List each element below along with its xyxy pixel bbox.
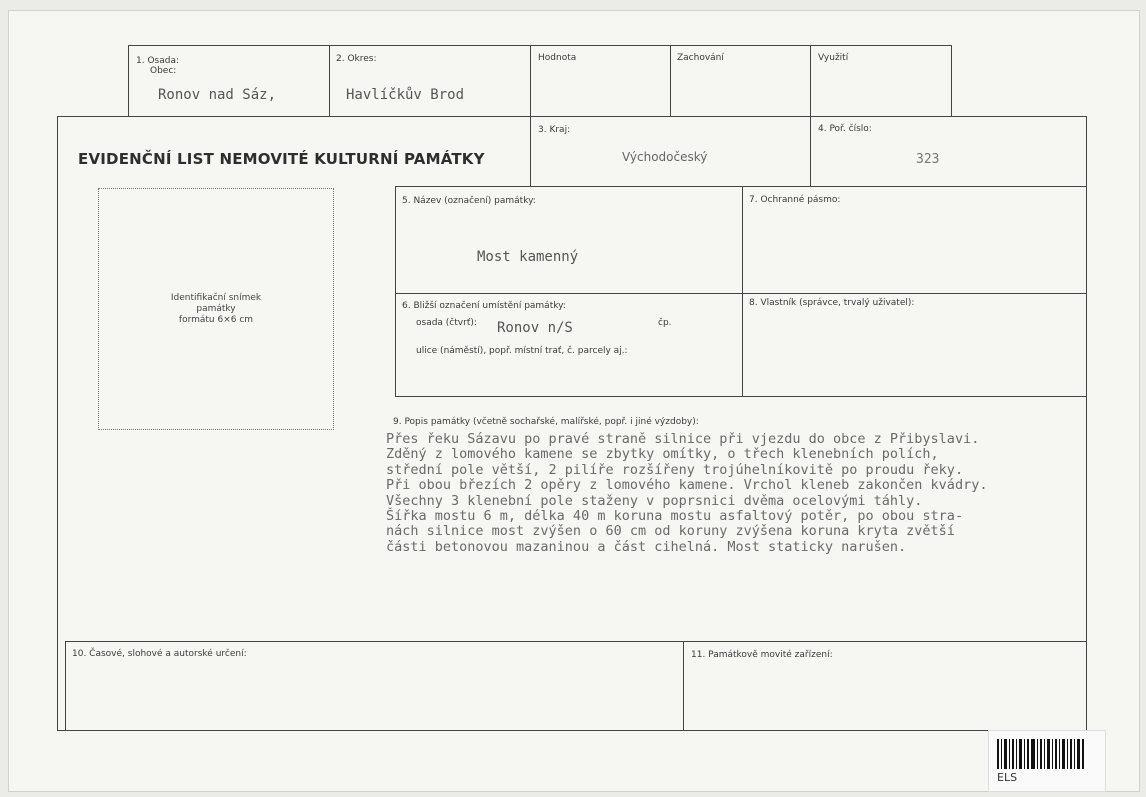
- por-cislo-value: 323: [916, 152, 940, 167]
- description-text: [386, 432, 1126, 555]
- cp-label: čp.: [658, 318, 672, 328]
- osada-label: osada (čtvrť):: [416, 318, 477, 328]
- zachovani-label: Zachování: [677, 53, 724, 63]
- photo-placeholder: [98, 188, 334, 430]
- obec-label-2: Obec:: [150, 66, 177, 76]
- hodnota-label: Hodnota: [538, 53, 577, 63]
- description-line: Všechny 3 klenební pole staženy v poprsnici dvěma ocelovými táhly.: [386, 492, 923, 509]
- form-title: EVIDENČNÍ LIST NEMOVITÉ KULTURNÍ PAMÁTKY: [78, 150, 485, 168]
- barcode-label: ELS: [997, 771, 1018, 784]
- description-line: nách silnice most zvýšen o 60 cm od koruny zvýšena koruna kryta zvětší: [386, 523, 955, 540]
- field-vlastnik-box: [742, 293, 1087, 397]
- umisteni-label: 6. Bližší označení umístění památky:: [402, 301, 566, 311]
- kraj-value: Východočeský: [622, 150, 708, 164]
- vlastnik-label: 8. Vlastník (správce, trvalý uživatel):: [749, 298, 915, 308]
- description-line: Přes řeku Sázavu po pravé straně silnice při vjezdu do obce z Přibyslavi.: [386, 431, 980, 447]
- photo-caption: Identifikační snímek památky formátu 6×6 cm: [170, 293, 262, 325]
- por-cislo-label: 4. Poř. číslo:: [818, 124, 872, 134]
- description-line: Šířka mostu 6 m, délka 40 m koruna mostu asfaltový potěr, po obou stra-: [386, 508, 964, 525]
- okres-label: 2. Okres:: [336, 54, 377, 64]
- nazev-label: 5. Název (označení) památky:: [402, 196, 536, 206]
- okres-value: Havlíčkův Brod: [346, 87, 465, 103]
- popis-label: 9. Popis památky (včetně sochařské, malířské, popř. i jiné výzdoby):: [393, 417, 699, 427]
- description-line: Zděný z lomového kamene se zbytky omítky, o třech klenebních polích,: [386, 446, 939, 463]
- description-line: Při obou březích 2 opěry z lomového kamene. Vrchol kleneb zakončen kvádry.: [386, 477, 988, 494]
- kraj-label: 3. Kraj:: [538, 125, 571, 135]
- description-line: střední pole větší, 2 pilíře rozšířeny trojúhelníkovitě po proudu řeky.: [386, 461, 964, 478]
- nazev-value: Most kamenný: [477, 249, 579, 265]
- barcode-sticker: [988, 730, 1106, 792]
- vyuziti-label: Využití: [818, 53, 849, 63]
- casove-label: 10. Časové, slohové a autorské určení:: [72, 649, 247, 659]
- obec-value: Ronov nad Sáz,: [158, 87, 277, 103]
- obec-label-1: 1. Osada:: [136, 56, 179, 66]
- ulice-label: ulice (náměstí), popř. místní trať, č. parcely aj.:: [416, 346, 628, 356]
- description-line: části betonovou mazaninou a část cihelná. Most staticky narušen.: [386, 538, 907, 555]
- barcode-icon: [997, 739, 1087, 769]
- osada-value: Ronov n/S: [497, 320, 573, 336]
- ochranne-label: 7. Ochranné pásmo:: [749, 195, 841, 205]
- movite-label: 11. Památkově movité zařízení:: [691, 650, 833, 660]
